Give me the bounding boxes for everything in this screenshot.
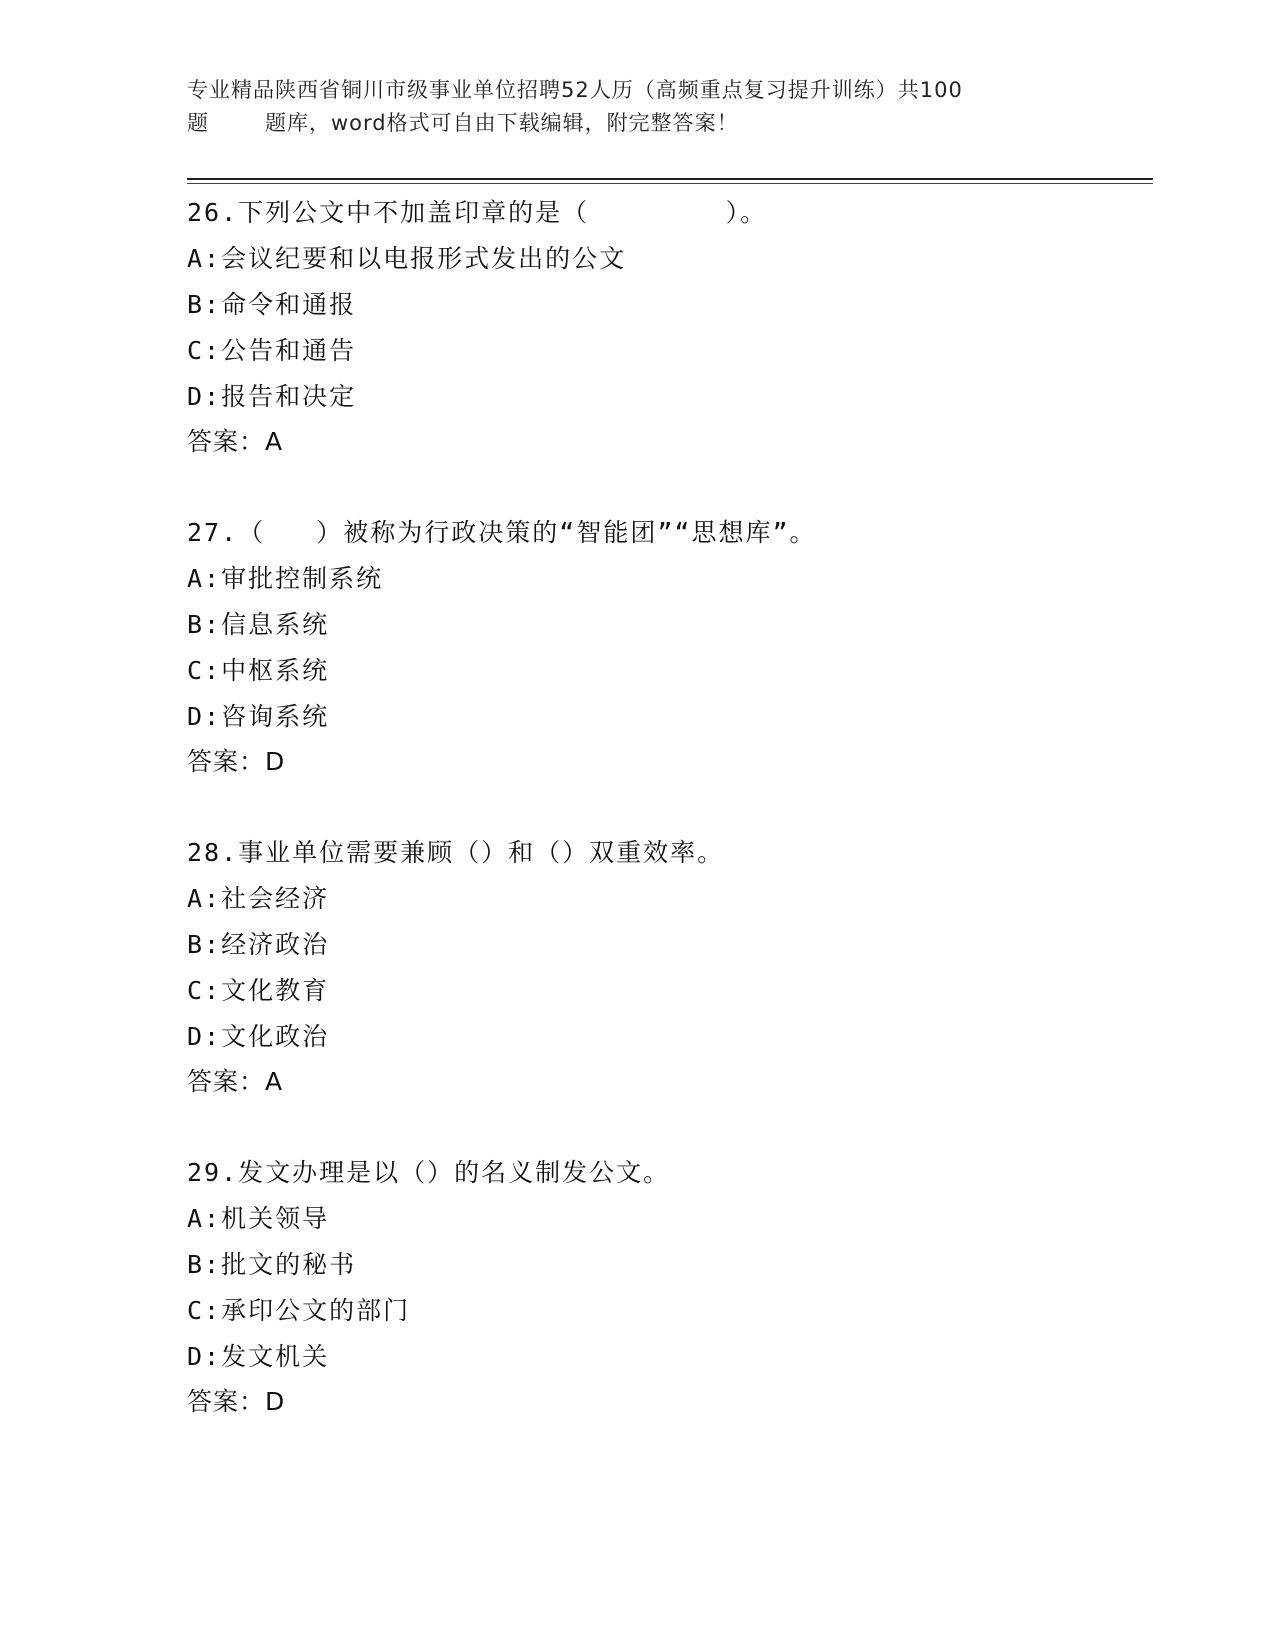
header-title-line-2 — [187, 107, 1087, 140]
option-b: B:批文的秘书 — [187, 1250, 357, 1279]
option-c: C:中枢系统 — [187, 656, 330, 685]
option-a: A:社会经济 — [187, 884, 330, 913]
question-27 — [187, 510, 1147, 784]
question-stem: 26.下列公文中不加盖印章的是（ ）。 — [187, 198, 768, 227]
option-b: B:经济政治 — [187, 930, 330, 959]
option-a: A:会议纪要和以电报形式发出的公文 — [187, 244, 627, 273]
document-header — [187, 74, 1087, 140]
header-title-line-1: 专业精品陕西省铜川市级事业单位招聘52人历（高频重点复习提升训练）共100 — [187, 78, 963, 102]
header-rule-thin — [187, 183, 1153, 184]
option-a: A:机关领导 — [187, 1204, 330, 1233]
option-a: A:审批控制系统 — [187, 564, 384, 593]
answer-label: 答案：D — [187, 747, 286, 776]
option-c: C:承印公文的部门 — [187, 1296, 411, 1325]
answer-label: 答案：A — [187, 1067, 284, 1096]
option-b: B:信息系统 — [187, 610, 330, 639]
header-rule-thick — [187, 178, 1153, 180]
answer-label: 答案：A — [187, 427, 284, 456]
option-d: D:发文机关 — [187, 1342, 330, 1371]
option-c: C:公告和通告 — [187, 336, 357, 365]
header-line-2-prefix: 题 — [187, 111, 209, 135]
answer-label: 答案：D — [187, 1387, 286, 1416]
option-c: C:文化教育 — [187, 976, 330, 1005]
question-28 — [187, 830, 1147, 1104]
question-stem: 27.（ ）被称为行政决策的“智能团”“思想库”。 — [187, 518, 817, 547]
question-stem: 29.发文办理是以（）的名义制发公文。 — [187, 1158, 671, 1187]
question-stem: 28.事业单位需要兼顾（）和（）双重效率。 — [187, 838, 725, 867]
option-d: D:报告和决定 — [187, 382, 357, 411]
option-d: D:咨询系统 — [187, 702, 330, 731]
question-list — [187, 190, 1147, 1470]
question-26 — [187, 190, 1147, 464]
option-d: D:文化政治 — [187, 1022, 330, 1051]
option-b: B:命令和通报 — [187, 290, 357, 319]
header-line-2-text: 题库，word格式可自由下载编辑，附完整答案！ — [265, 111, 739, 135]
question-29 — [187, 1150, 1147, 1424]
